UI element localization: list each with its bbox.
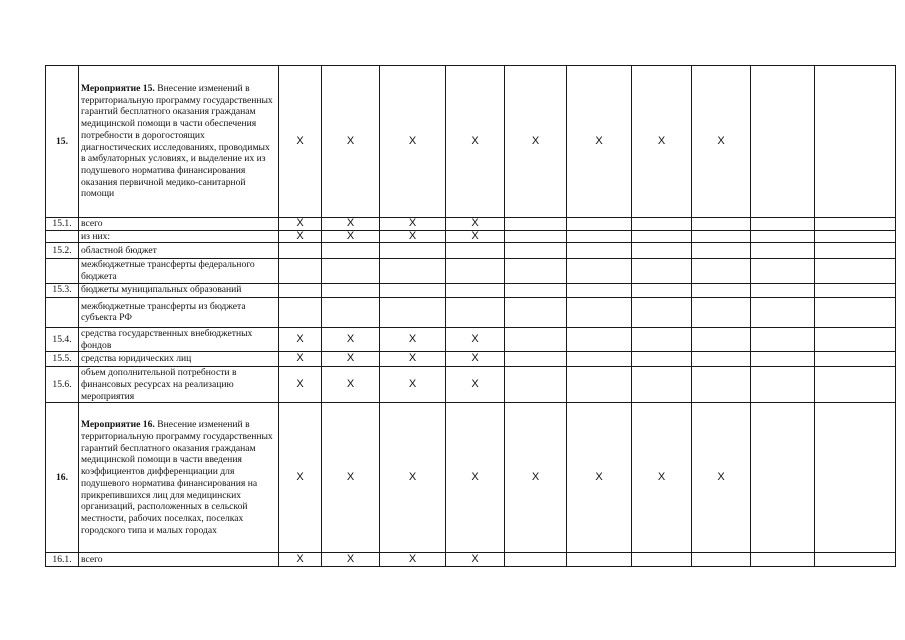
value-cell: X [692,403,751,553]
row-description [79,352,279,367]
value-cell [446,283,505,297]
value-cell [751,230,815,243]
table-body [46,66,896,567]
description-text: всего [81,218,103,229]
row-number: 15. [46,66,79,218]
value-cell: X [322,367,380,403]
value-cell: X [279,218,322,231]
value-cell [567,218,632,231]
value-cell [505,327,567,351]
value-cell: X [380,327,446,351]
value-cell: X [505,66,567,218]
value-cell [815,327,896,351]
value-cell [751,218,815,231]
value-cell: X [279,327,322,351]
value-cell: X [567,403,632,553]
value-cell [632,297,692,327]
table-row [46,283,896,297]
table-row [46,66,896,218]
value-cell [567,283,632,297]
value-cell [751,367,815,403]
value-cell: X [322,403,380,553]
value-cell [279,283,322,297]
row-number [46,297,79,327]
value-cell [751,327,815,351]
value-cell [322,259,380,283]
row-number: 16.1. [46,553,79,567]
value-cell: X [279,230,322,243]
value-cell [692,367,751,403]
value-cell: X [322,352,380,367]
value-cell: X [380,367,446,403]
value-cell [567,230,632,243]
value-cell [567,367,632,403]
row-number [46,230,79,243]
value-cell: X [446,403,505,553]
value-cell [322,283,380,297]
table-row [46,243,896,259]
value-cell: X [279,352,322,367]
value-cell: X [567,66,632,218]
value-cell [751,297,815,327]
value-cell [505,243,567,259]
value-cell [505,218,567,231]
description-text: объем дополнительной потребности в финансовых ресурсах на реализацию мероприятия [81,367,237,402]
value-cell: X [380,230,446,243]
value-cell [505,553,567,567]
value-cell: X [279,66,322,218]
value-cell: X [279,367,322,403]
description-text: средства юридических лиц [81,353,192,365]
value-cell: X [322,553,380,567]
value-cell [692,283,751,297]
value-cell [632,553,692,567]
value-cell [632,367,692,403]
value-cell: X [380,352,446,367]
value-cell [632,283,692,297]
row-number: 16. [46,403,79,553]
value-cell [815,230,896,243]
row-description [79,297,279,327]
row-description [79,403,279,553]
value-cell [692,297,751,327]
value-cell: X [446,553,505,567]
row-number: 15.4. [46,327,79,351]
value-cell [692,259,751,283]
value-cell [567,352,632,367]
value-cell [505,259,567,283]
value-cell: X [446,352,505,367]
value-cell [567,327,632,351]
value-cell [692,327,751,351]
value-cell [815,403,896,553]
value-cell [815,218,896,231]
description-text: межбюджетные трансферты федерального бюджета [81,259,255,283]
value-cell [322,243,380,259]
value-cell: X [446,367,505,403]
table-row [46,352,896,367]
value-cell: X [322,327,380,351]
value-cell [815,259,896,283]
description-text: межбюджетные трансферты из бюджета субъекта РФ [81,300,246,324]
value-cell [632,243,692,259]
value-cell: X [446,66,505,218]
value-cell [446,259,505,283]
value-cell [446,243,505,259]
value-cell [751,352,815,367]
value-cell [279,259,322,283]
row-number: 15.6. [46,367,79,403]
table-row [46,259,896,283]
value-cell [380,283,446,297]
table-row [46,553,896,567]
value-cell [751,66,815,218]
row-number: 15.2. [46,243,79,259]
value-cell [815,367,896,403]
description-text: Внесение изменений в территориальную программу государственных гарантий бесплатного оказания гражданам медицинской помощи в части введения коэффициентов дифференциации для подушевого норматива финансирования на прикрепившихся лиц для медицинских организаций, расположенных в сельской местности, рабочих поселках, поселках городского типа и малых городах [81,419,273,536]
row-number: 15.1. [46,218,79,231]
description-text: средства государственных внебюджетных фондов [81,327,253,351]
row-description [79,327,279,351]
table-row [46,218,896,231]
value-cell [505,352,567,367]
table-row [46,297,896,327]
value-cell: X [322,230,380,243]
value-cell [505,230,567,243]
value-cell [692,553,751,567]
value-cell: X [632,66,692,218]
value-cell [505,297,567,327]
value-cell [567,243,632,259]
value-cell: X [380,66,446,218]
table-row [46,230,896,243]
row-description [79,367,279,403]
value-cell [567,297,632,327]
value-cell [815,66,896,218]
description-text: Внесение изменений в территориальную программу государственных гарантий бесплатного оказания гражданам медицинской помощи в части обеспечения потребности в дорогостоящих диагностических исследованиях, проводимых в амбулаторных условиях, и выделение их из подушевого норматива финансирования оказания первичной медико-санитарной помощи [81,82,273,200]
value-cell [692,243,751,259]
value-cell [567,259,632,283]
value-cell [322,297,380,327]
value-cell: X [322,218,380,231]
row-description [79,553,279,567]
value-cell: X [380,218,446,231]
description-text: всего [81,553,103,565]
description-text: областной бюджет [81,245,157,257]
value-cell [279,243,322,259]
value-cell [751,553,815,567]
value-cell [279,297,322,327]
value-cell [505,283,567,297]
description-text: из них: [81,230,111,242]
value-cell: X [279,553,322,567]
description-text: бюджеты муниципальных образований [81,284,242,296]
value-cell [692,218,751,231]
value-cell [751,259,815,283]
row-description [79,243,279,259]
value-cell [751,283,815,297]
value-cell [815,283,896,297]
value-cell [505,367,567,403]
value-cell [380,259,446,283]
value-cell [567,553,632,567]
row-number [46,259,79,283]
row-description [79,259,279,283]
value-cell: X [446,327,505,351]
measures-table [45,65,896,567]
value-cell [815,243,896,259]
value-cell: X [380,403,446,553]
value-cell [380,243,446,259]
value-cell [815,553,896,567]
value-cell [692,230,751,243]
row-number: 15.3. [46,283,79,297]
measure-title: Мероприятие 15. [81,82,155,94]
row-description [79,230,279,243]
table-row [46,403,896,553]
value-cell [632,218,692,231]
row-description [79,66,279,218]
value-cell: X [446,218,505,231]
value-cell: X [446,230,505,243]
value-cell [380,297,446,327]
value-cell: X [279,403,322,553]
value-cell [751,243,815,259]
value-cell: X [632,403,692,553]
value-cell [815,352,896,367]
row-number: 15.5. [46,352,79,367]
row-description [79,218,279,231]
value-cell [632,230,692,243]
table-row [46,367,896,403]
value-cell: X [322,66,380,218]
value-cell [446,297,505,327]
value-cell: X [505,403,567,553]
table-row [46,327,896,351]
value-cell: X [692,66,751,218]
measure-title: Мероприятие 16. [81,419,155,431]
value-cell [751,403,815,553]
value-cell [815,297,896,327]
value-cell: X [380,553,446,567]
value-cell [632,327,692,351]
value-cell [632,259,692,283]
value-cell [692,352,751,367]
value-cell [632,352,692,367]
row-description [79,283,279,297]
